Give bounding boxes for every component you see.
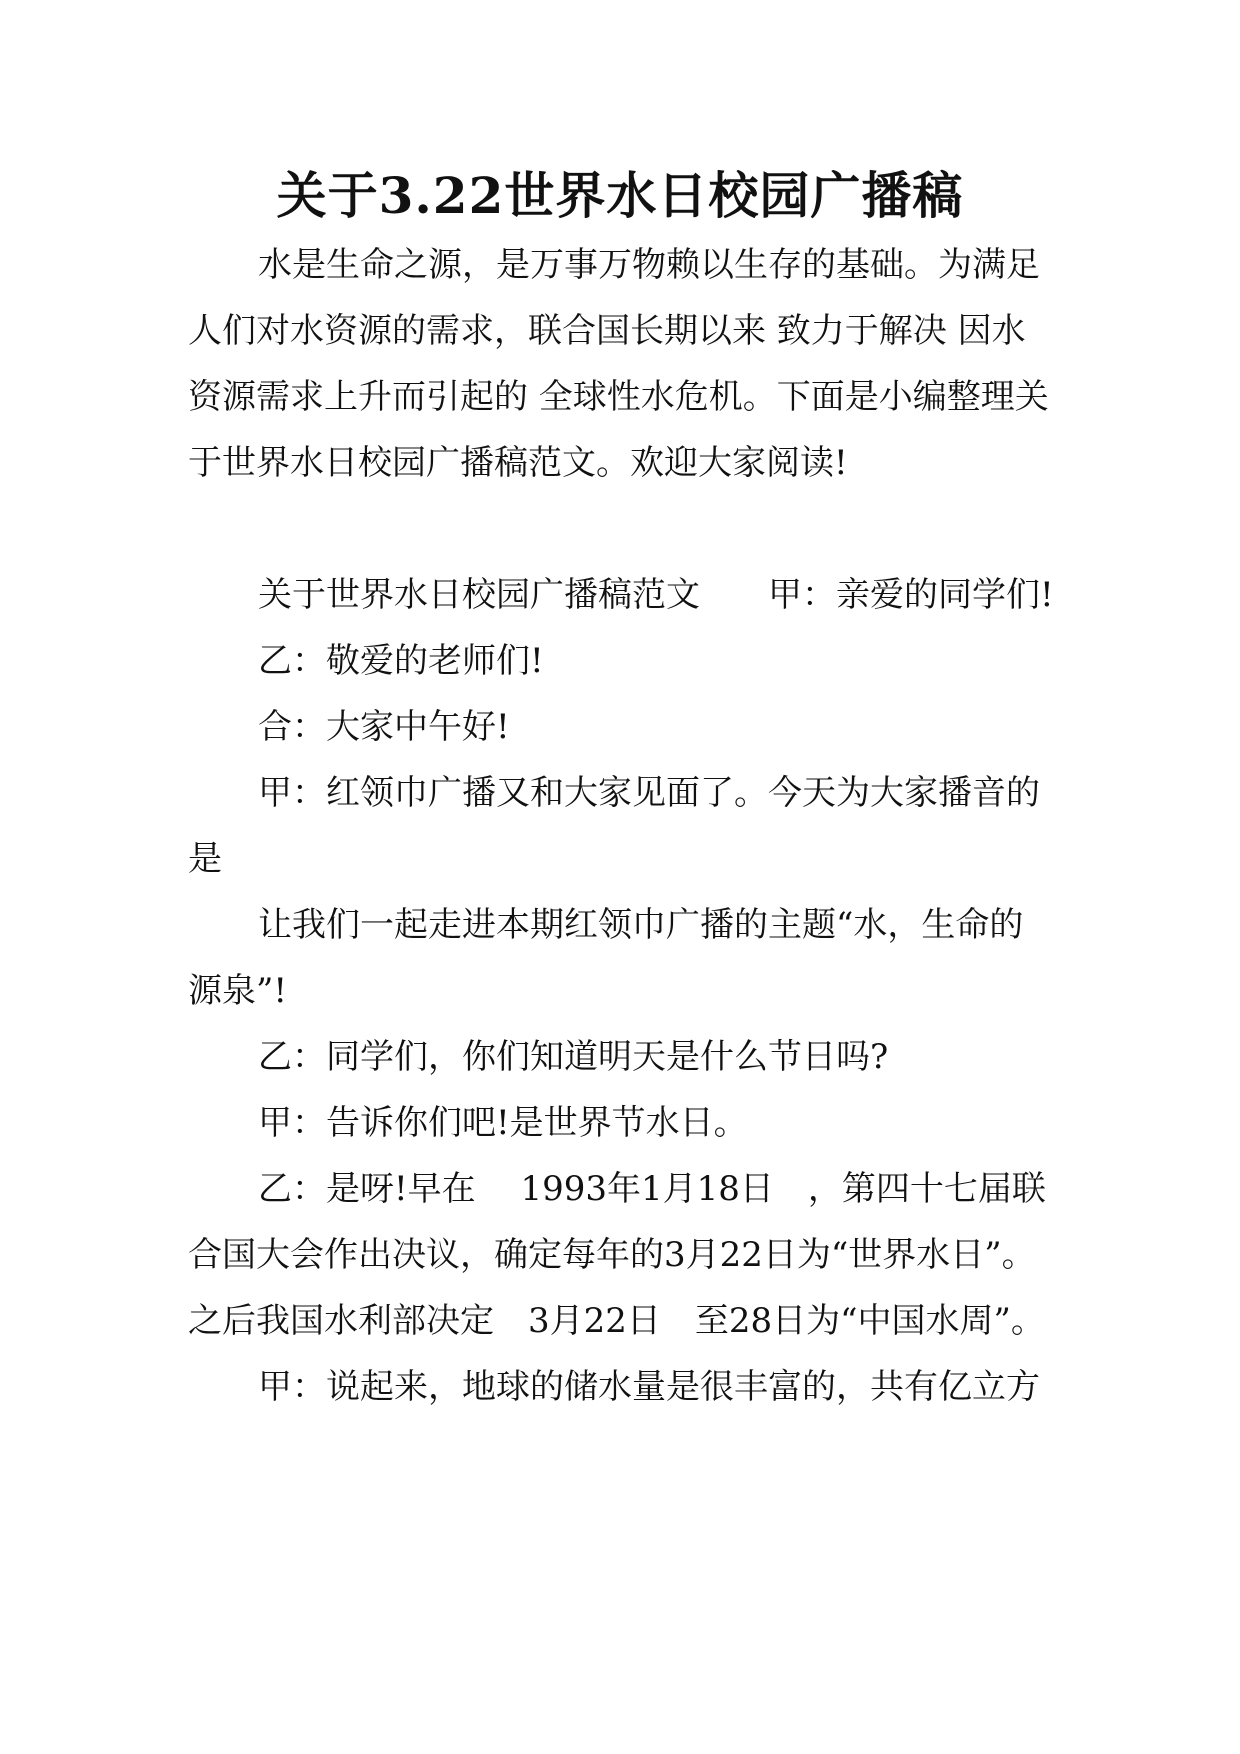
paragraph-line: 合：大家中午好! <box>258 707 510 747</box>
paragraph-line: 是 <box>188 839 222 879</box>
paragraph-line: 乙：是呀!早在 1993年1月18日 ，第四十七届联 <box>258 1169 1046 1209</box>
paragraph-line: 甲：说起来，地球的储水量是很丰富的，共有亿立方 <box>258 1367 1040 1407</box>
paragraph-line: 甲：告诉你们吧!是世界节水日。 <box>258 1103 748 1143</box>
paragraph-line: 水是生命之源，是万事万物赖以生存的基础。为满足 <box>258 245 1040 285</box>
paragraph-line: 让我们一起走进本期红领巾广播的主题“水，生命的 <box>258 905 1024 945</box>
paragraph-line: 关于世界水日校园广播稿范文 甲：亲爱的同学们! <box>258 575 1054 615</box>
paragraph-line: 之后我国水利部决定 3月22日 至28日为“中国水周”。 <box>188 1301 1045 1341</box>
paragraph-line: 资源需求上升而引起的 全球性水危机。下面是小编整理关 <box>188 377 1049 417</box>
paragraph-line: 源泉”! <box>188 971 288 1011</box>
paragraph-line: 乙：同学们，你们知道明天是什么节日吗? <box>258 1037 889 1077</box>
document-title: 关于3.22世界水日校园广播稿 <box>276 166 964 225</box>
paragraph-line: 甲：红领巾广播又和大家见面了。今天为大家播音的 <box>258 773 1040 813</box>
paragraph-line: 合国大会作出决议，确定每年的3月22日为“世界水日”。 <box>188 1235 1036 1275</box>
paragraph-line: 人们对水资源的需求，联合国长期以来 致力于解决 因水 <box>188 311 1026 351</box>
paragraph-line: 于世界水日校园广播稿范文。欢迎大家阅读! <box>188 443 848 483</box>
paragraph-line: 乙：敬爱的老师们! <box>258 641 544 681</box>
